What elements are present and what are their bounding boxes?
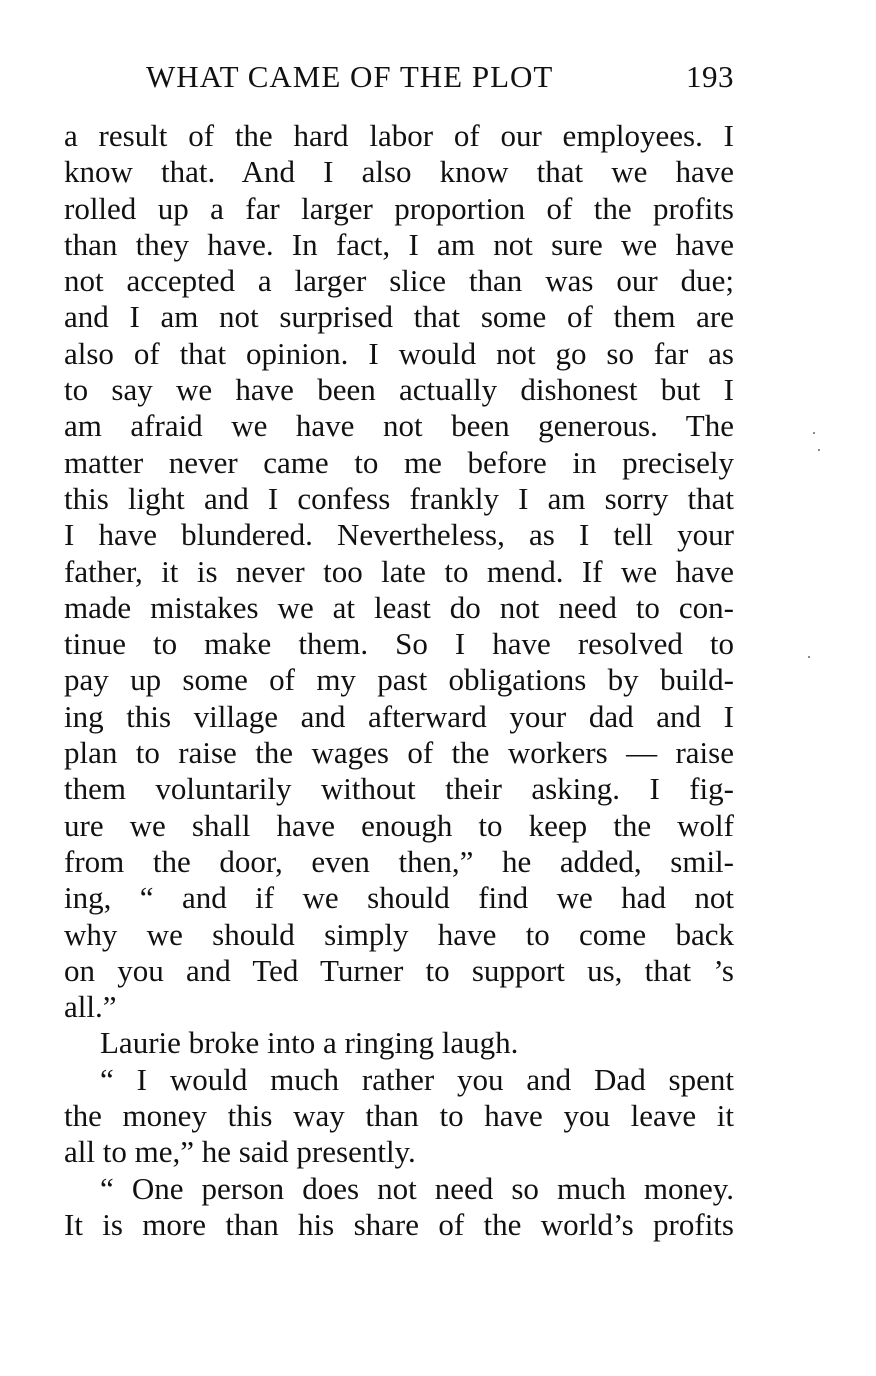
text-line: than they have. In fact, I am not sure we have [64,226,734,262]
text-line: pay up some of my past obligations by build- [64,662,734,698]
text-line: rolled up a far larger proportion of the profits [64,190,734,226]
text-line: I have blundered. Nevertheless, as I tell your [64,517,734,553]
text-line: on you and Ted Turner to support us, that ’s [64,952,734,988]
body-text [64,118,734,1243]
text-line: father, it is never too late to mend. If we have [64,553,734,589]
text-line: the money this way than to have you leave it [64,1098,734,1134]
page-number: 193 [686,59,734,94]
text-line: It is more than his share of the world’s profits [64,1206,734,1242]
text-line: Laurie broke into a ringing laugh. [100,1025,519,1061]
text-line: a result of the hard labor of our employees. I [64,118,734,153]
text-line: “ I would much rather you and Dad spent [100,1061,734,1097]
text-line: tinue to make them. So I have resolved to [64,626,734,662]
text-line: this light and I confess frankly I am sorry that [64,480,734,516]
text-line: from the door, even then,” he added, smil- [64,843,734,879]
text-line: all.” [64,989,117,1025]
text-line: made mistakes we at least do not need to con- [64,589,734,625]
text-line: why we should simply have to come back [64,916,734,952]
text-line: am afraid we have not been generous. The [64,408,734,444]
text-line: know that. And I also know that we have [64,154,734,190]
text-line: also of that opinion. I would not go so far as [64,335,734,371]
text-line: and I am not surprised that some of them are [64,299,734,335]
scan-speck [813,432,815,434]
text-line: “ One person does not need so much money. [100,1170,734,1206]
text-line: plan to raise the wages of the workers — raise [64,735,734,771]
text-line: ing this village and afterward your dad and I [64,698,734,734]
text-line: to say we have been actually dishonest but I [64,372,734,408]
running-head [64,57,734,97]
scan-speck [818,449,820,451]
text-line: matter never came to me before in precisely [64,444,734,480]
text-line: ure we shall have enough to keep the wolf [64,807,734,843]
text-line: ing, “ and if we should find we had not [64,880,734,916]
text-line: them voluntarily without their asking. I fig- [64,771,734,807]
text-line: not accepted a larger slice than was our due; [64,263,734,299]
text-line: all to me,” he said presently. [64,1134,416,1170]
chapter-title: WHAT CAME OF THE PLOT [146,59,554,94]
scan-speck [808,656,810,658]
